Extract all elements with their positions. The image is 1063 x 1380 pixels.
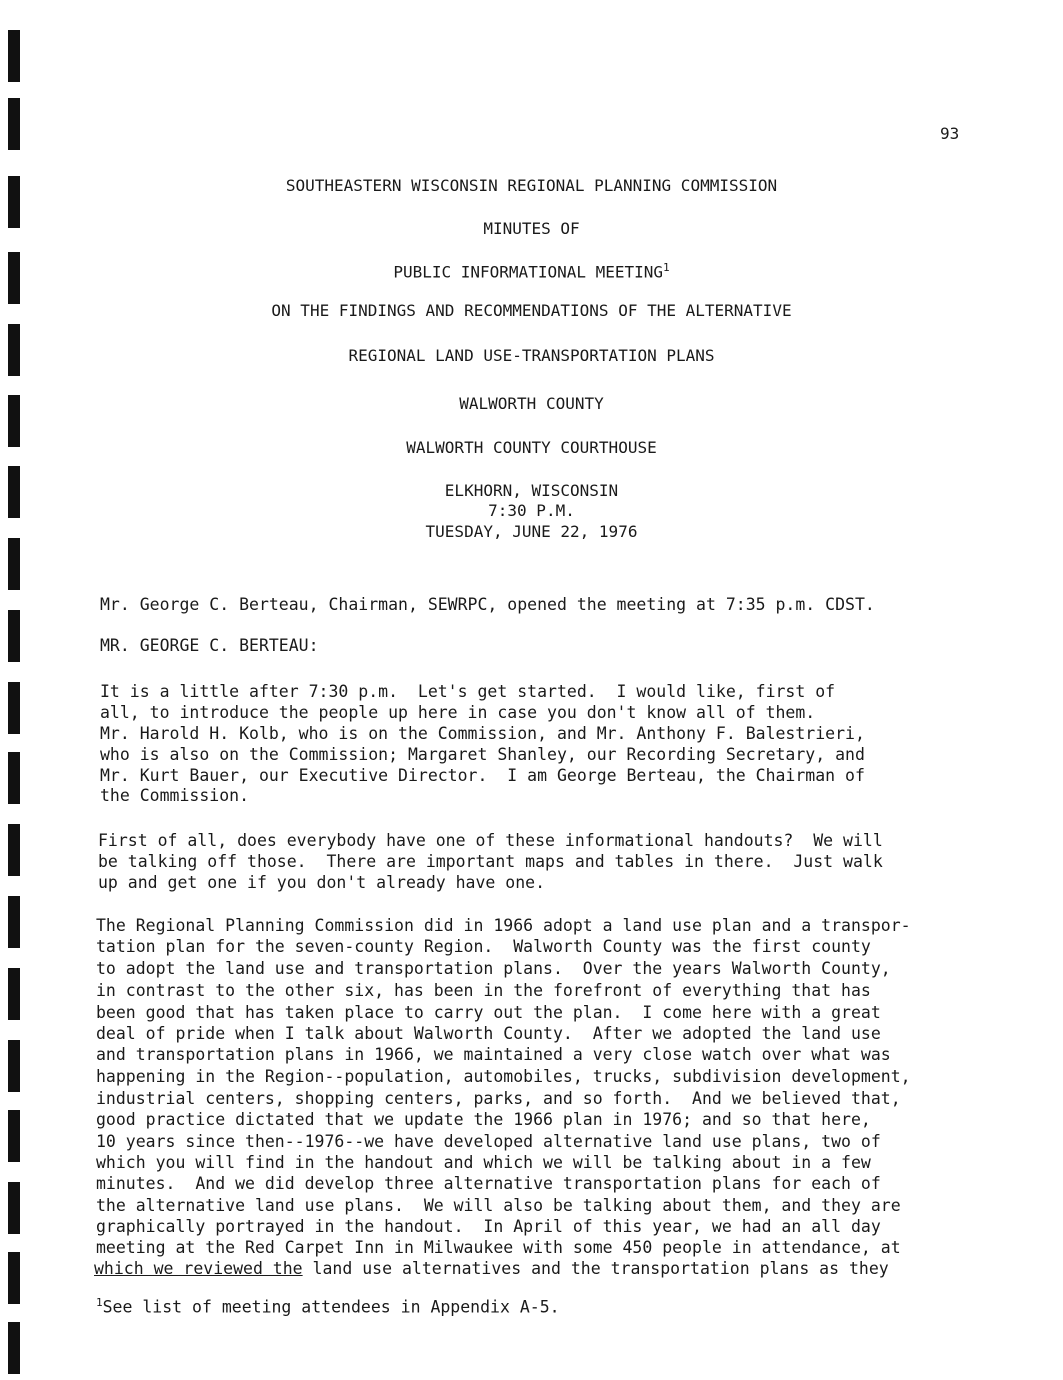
binding-mark xyxy=(8,824,20,876)
paragraph-line: which you will find in the handout and which we will be talking about in a few xyxy=(96,1153,871,1172)
header-plans: REGIONAL LAND USE-TRANSPORTATION PLANS xyxy=(348,346,715,365)
paragraph-line: happening in the Region--population, automobiles, trucks, subdivision development, xyxy=(96,1067,911,1086)
binding-mark xyxy=(8,968,20,1020)
binding-mark xyxy=(8,610,20,662)
paragraph-line: be talking off those. There are important maps and tables in there. Just walk xyxy=(98,852,883,871)
footnote xyxy=(96,1296,560,1317)
header-city: ELKHORN, WISCONSIN xyxy=(444,481,619,500)
header-county: WALWORTH COUNTY xyxy=(459,394,604,413)
paragraph-last-line xyxy=(94,1259,889,1279)
footnote-marker: 1 xyxy=(96,1296,103,1309)
binding-mark xyxy=(8,1252,20,1304)
binding-mark xyxy=(8,538,20,590)
header-venue: WALWORTH COUNTY COURTHOUSE xyxy=(406,438,657,457)
paragraph-line: up and get one if you don't already have one. xyxy=(98,873,546,892)
header-date: TUESDAY, JUNE 22, 1976 xyxy=(425,522,638,541)
header-minutes-of: MINUTES OF xyxy=(483,219,580,238)
binding-mark xyxy=(8,98,20,150)
binding-mark xyxy=(8,1040,20,1092)
paragraph-line: the alternative land use plans. We will also be talking about them, and they are xyxy=(96,1196,901,1215)
binding-marks xyxy=(8,0,22,1380)
binding-mark xyxy=(8,30,20,82)
binding-mark xyxy=(8,752,20,804)
paragraph-line: in contrast to the other six, has been in the forefront of everything that has xyxy=(96,981,871,1000)
underlined-text: which we reviewed the xyxy=(94,1259,303,1278)
header-time: 7:30 P.M. xyxy=(488,501,575,520)
paragraph-line: Mr. Harold H. Kolb, who is on the Commission, and Mr. Anthony F. Balestrieri, xyxy=(100,724,865,743)
paragraph-line: meeting at the Red Carpet Inn in Milwaukee with some 450 people in attendance, at xyxy=(96,1238,901,1257)
paragraph-line: graphically portrayed in the handout. In April of this year, we had an all day xyxy=(96,1217,881,1236)
paragraph-line: First of all, does everybody have one of these informational handouts? We will xyxy=(98,831,883,850)
binding-mark xyxy=(8,1322,20,1374)
binding-mark xyxy=(8,682,20,734)
paragraph-line: 10 years since then--1976--we have developed alternative land use plans, two of xyxy=(96,1132,881,1151)
binding-mark xyxy=(8,1182,20,1234)
footnote-text: See list of meeting attendees in Appendix A-5. xyxy=(102,1297,560,1317)
opening-statement: Mr. George C. Berteau, Chairman, SEWRPC, opened the meeting at 7:35 p.m. CDST. xyxy=(100,595,875,614)
page-number: 93 xyxy=(940,124,960,143)
paragraph-line: industrial centers, shopping centers, parks, and so forth. And we believed that, xyxy=(96,1089,901,1108)
paragraph-line: tation plan for the seven-county Region. Walworth County was the first county xyxy=(96,937,871,956)
paragraph-line: Mr. Kurt Bauer, our Executive Director. I am George Berteau, the Chairman of xyxy=(100,766,865,785)
speaker-label: MR. GEORGE C. BERTEAU: xyxy=(100,636,319,655)
paragraph-line: to adopt the land use and transportation plans. Over the years Walworth County, xyxy=(96,959,891,978)
paragraph-line: The Regional Planning Commission did in 1966 adopt a land use plan and a transpor- xyxy=(96,916,911,935)
header-subject: ON THE FINDINGS AND RECOMMENDATIONS OF THE ALTERNATIVE xyxy=(271,301,792,320)
header-meeting-type-text: PUBLIC INFORMATIONAL MEETING xyxy=(393,262,664,282)
binding-mark xyxy=(8,896,20,948)
binding-mark xyxy=(8,1110,20,1162)
paragraph-line: and transportation plans in 1966, we maintained a very close watch over what was xyxy=(96,1045,891,1064)
paragraph-line: good practice dictated that we update the 1966 plan in 1976; and so that here, xyxy=(96,1110,871,1129)
paragraph-line: all, to introduce the people up here in case you don't know all of them. xyxy=(100,703,816,722)
paragraph-line-rest: land use alternatives and the transportation plans as they xyxy=(302,1259,889,1278)
header-organization: SOUTHEASTERN WISCONSIN REGIONAL PLANNING COMMISSION xyxy=(285,176,778,195)
paragraph-line: the Commission. xyxy=(100,786,250,805)
paragraph-line: been good that has taken place to carry out the plan. I come here with a great xyxy=(96,1003,881,1022)
paragraph-line: deal of pride when I talk about Walworth County. After we adopted the land use xyxy=(96,1024,881,1043)
header-meeting-type xyxy=(0,261,1063,281)
paragraph-line: It is a little after 7:30 p.m. Let's get started. I would like, first of xyxy=(100,682,836,701)
paragraph-line: minutes. And we did develop three alternative transportation plans for each of xyxy=(96,1174,881,1193)
paragraph-line: who is also on the Commission; Margaret Shanley, our Recording Secretary, and xyxy=(100,745,865,764)
footnote-reference: 1 xyxy=(663,261,670,274)
